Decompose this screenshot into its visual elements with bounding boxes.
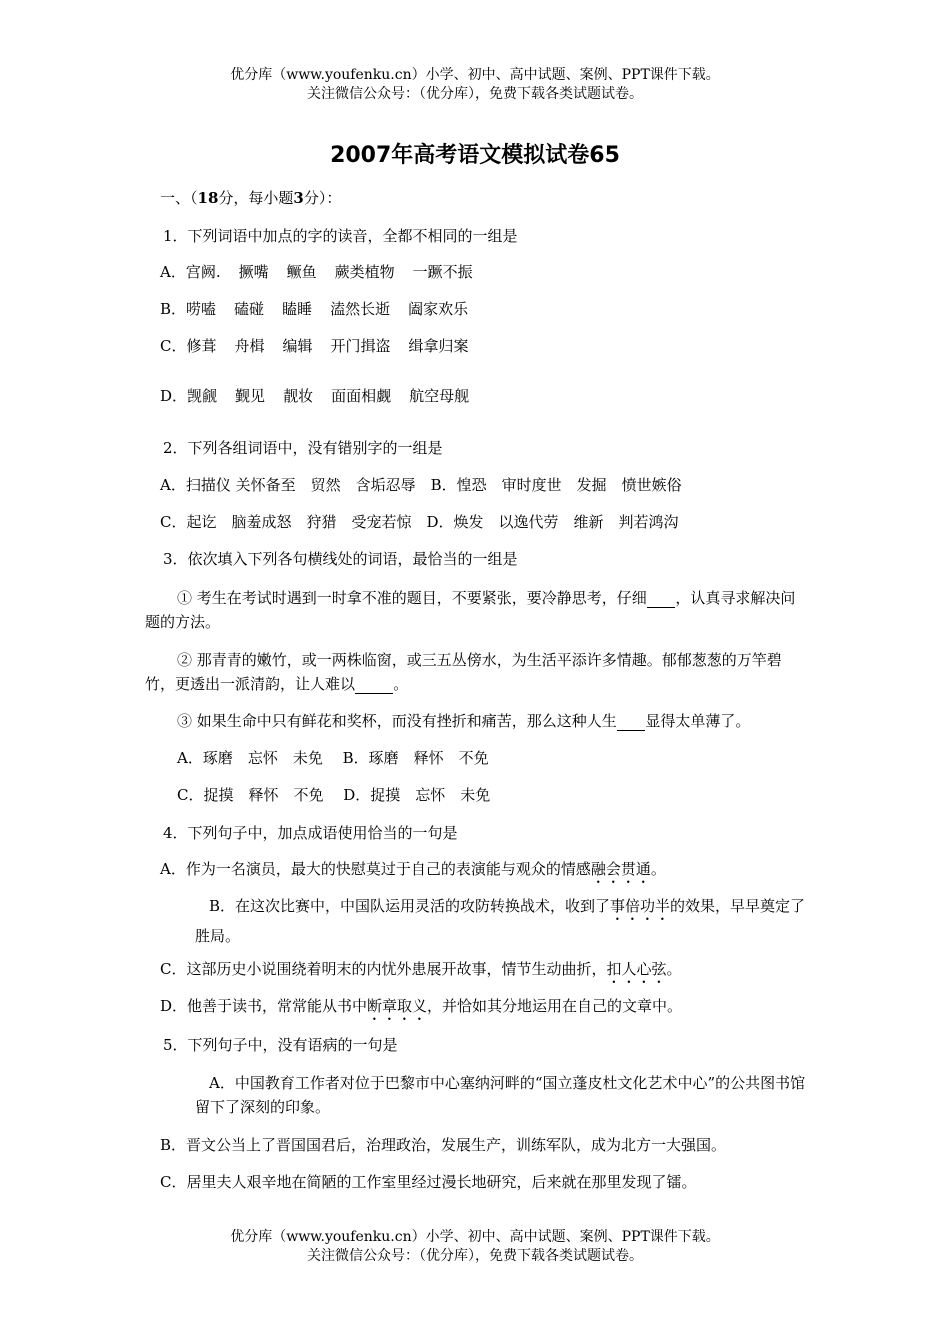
word: 磕碰	[234, 300, 265, 318]
word: 唠嗑	[186, 300, 217, 318]
sentence-text: ③ 如果生命中只有鲜花和奖杯，而没有挫折和痛苦，那么这种人生	[177, 712, 617, 730]
q3-options-cd: C．捉摸 释怀 不免 D．捉摸 忘怀 未免	[177, 786, 491, 804]
word: 编辑	[282, 337, 313, 355]
q3-sentence-2	[145, 648, 810, 696]
section-heading	[160, 187, 341, 209]
word: 鳜鱼	[286, 263, 317, 281]
q3-options-ab: A．琢磨 忘怀 未免 B．琢磨 释怀 不免	[177, 749, 489, 767]
q2-options-ab: A．扫描仪 关怀备至 贸然 含垢忍辱 B．惶恐 审时度世 发掘 愤世嫉俗	[160, 476, 682, 494]
section-prefix: 一、（	[160, 189, 198, 207]
q3-stem: 3．依次填入下列各句横线处的词语，最恰当的一组是	[163, 550, 518, 568]
header-line-1: 优分库（www.youfenku.cn）小学、初中、高中试题、案例、PPT课件下载。	[230, 67, 720, 83]
q3-sentence-1	[145, 586, 810, 634]
section-points: 18	[197, 189, 219, 207]
section-each: 3	[293, 189, 304, 207]
q5-option-a: A．中国教育工作者对位于巴黎市中心塞纳河畔的“国立蓬皮杜文化艺术中心”的公共图书馆留下了深刻的印象。	[195, 1074, 806, 1116]
option-label: A．	[160, 263, 186, 281]
q4-option-a	[160, 858, 666, 887]
q4-option-c	[160, 958, 682, 987]
word: 瞌睡	[282, 300, 313, 318]
q1-option-c	[160, 335, 469, 357]
q3-sentence-3	[177, 710, 750, 732]
word: 面面相觑	[331, 387, 392, 405]
page-footer	[0, 1228, 950, 1266]
word: 缉拿归案	[408, 337, 469, 355]
blank-line	[617, 712, 646, 731]
q5-stem: 5．下列句子中，没有语病的一句是	[163, 1036, 398, 1054]
sentence-text: ① 考生在考试时遇到一时拿不准的题目，不要紧张，要冷静思考，仔细	[177, 589, 647, 607]
q2-stem: 2．下列各组词语中，没有错别字的一组是	[163, 439, 443, 457]
option-text: B．在这次比赛中，中国队运用灵活的攻防转换战术，收到了	[209, 897, 611, 915]
word: 宫阙.	[185, 263, 221, 281]
word: 觐见	[235, 387, 266, 405]
dotted-idiom: 断章取义	[367, 997, 428, 1015]
option-text: 。	[650, 860, 666, 878]
dotted-idiom: 扣人心弦	[606, 960, 667, 978]
section-mid: 分，每小题	[218, 189, 294, 207]
exam-title: 2007年高考语文模拟试卷65	[330, 143, 620, 168]
sentence-text: ② 那青青的嫩竹，或一两株临窗，或三五丛傍水，为生活平添许多情趣。郁郁葱葱的万竿碧竹，更透出一派清韵，让人难以	[145, 651, 782, 693]
option-text: ，并恰如其分地运用在自己的文章中。	[427, 997, 683, 1015]
sentence-text: 。	[393, 675, 409, 693]
word: 蕨类植物	[334, 263, 395, 281]
dotted-idiom: 事倍功半	[610, 897, 671, 915]
word: 开门揖盗	[330, 337, 391, 355]
q5-option-b: B．晋文公当上了晋国国君后，治理政治，发展生产，训练军队，成为北方一大强国。	[160, 1136, 727, 1154]
sentence-text: ，认真寻求解决问题的方法。	[145, 589, 796, 631]
q4-option-d	[160, 995, 682, 1024]
word: 溘然长逝	[330, 300, 391, 318]
q5-option-c: C．居里夫人艰辛地在简陋的工作室里经过漫长地研究，后来就在那里发现了镭。	[160, 1173, 697, 1191]
option-text: A．作为一名演员，最大的快慰莫过于自己的表演能与观众的情感	[160, 860, 591, 878]
blank-line	[647, 589, 676, 608]
option-text: 。	[666, 960, 682, 978]
footer-line-2: 关注微信公众号：（优分库），免费下载各类试题试卷。	[307, 1248, 643, 1264]
dotted-idiom: 融会贯通	[590, 860, 651, 878]
option-label: C．	[160, 337, 187, 355]
option-text: C．这部历史小说围绕着明末的内忧外患展开故事，情节生动曲折，	[160, 960, 607, 978]
q4-option-b	[195, 894, 810, 948]
sentence-text: 显得太单薄了。	[645, 712, 751, 730]
word: 撅嘴	[238, 263, 269, 281]
word: 舟楫	[234, 337, 265, 355]
header-line-2: 关注微信公众号：（优分库），免费下载各类试题试卷。	[307, 86, 643, 102]
option-label: B．	[160, 300, 187, 318]
section-suffix: 分）：	[303, 189, 342, 207]
q1-option-b	[160, 298, 468, 320]
word: 觊觎	[187, 387, 218, 405]
q1-stem: 1．下列词语中加点的字的读音，全都不相同的一组是	[163, 227, 518, 245]
word: 航空母舰	[409, 387, 470, 405]
page-header	[0, 66, 950, 104]
q4-stem: 4．下列句子中，加点成语使用恰当的一句是	[163, 824, 458, 842]
blank-line	[355, 675, 393, 694]
word: 修葺	[186, 337, 217, 355]
footer-line-1: 优分库（www.youfenku.cn）小学、初中、高中试题、案例、PPT课件下载。	[230, 1229, 720, 1245]
word: 阖家欢乐	[408, 300, 469, 318]
q1-option-d	[160, 385, 469, 407]
q1-option-a	[160, 261, 473, 283]
word: 靓妆	[283, 387, 314, 405]
option-text: D．他善于读书，常常能从书中	[160, 997, 368, 1015]
option-label: D．	[160, 387, 188, 405]
q2-options-cd: C．起讫 脑羞成怒 狩猎 受宠若惊 D．焕发 以逸代劳 维新 判若鸿沟	[160, 513, 679, 531]
word: 一蹶不振	[412, 263, 473, 281]
option-text: 的效果，早早奠定了胜局。	[195, 897, 806, 945]
